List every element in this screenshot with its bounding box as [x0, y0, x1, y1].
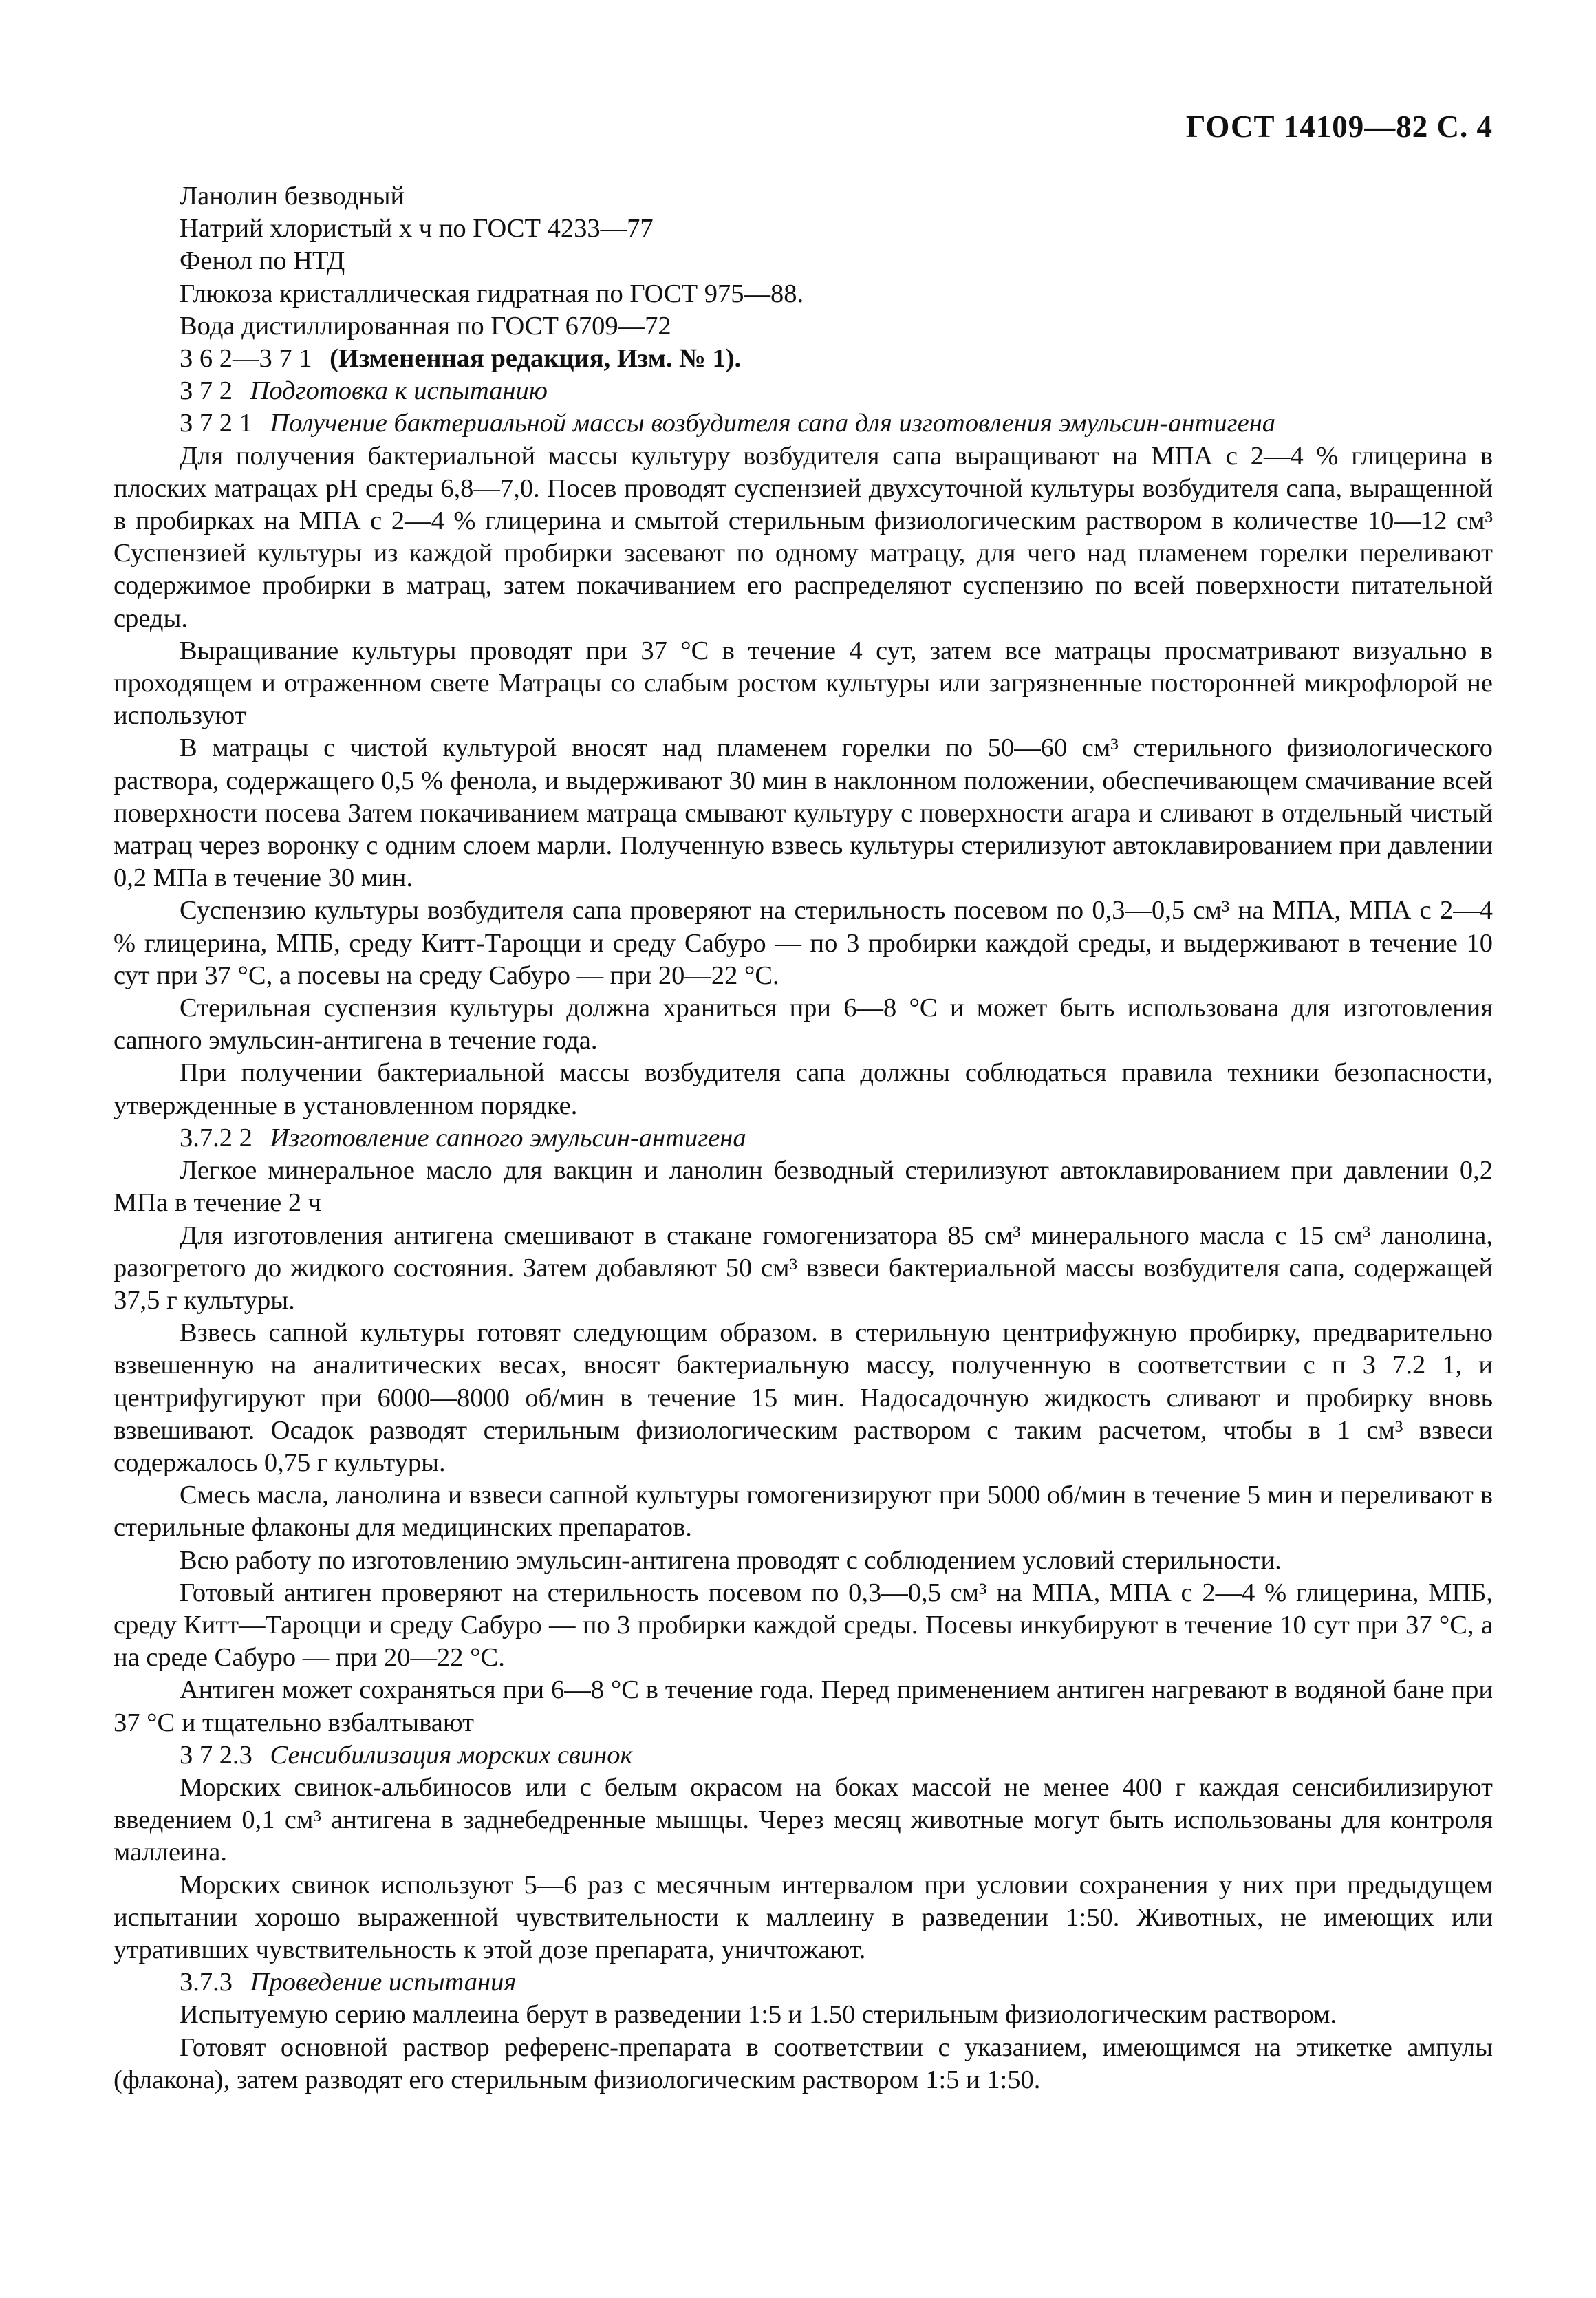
paragraph: Взвесь сапной культуры готовят следующим образом. в стерильную центрифужную пробирку, предварительно взвешенную на аналитических весах, вносят бактериальную массу, полученную в соответствии с п 3 7.2 1, и центрифугируют при 6000—8000 об/мин в течение 15 мин. Надосадочную жидкость сливают и пробирку вновь взвешивают. Осадок разводят стерильным физиологическим раствором с таким расчетом, чтобы в 1 см³ взвеси содержалось 0,75 г культуры.: [114, 1318, 1493, 1477]
section-number: 3.7.3: [180, 1968, 233, 1997]
material-item: Вода дистиллированная по ГОСТ 6709—72: [180, 311, 671, 341]
paragraph: Для получения бактериальной массы культуру возбудителя сапа выращивают на МПА с 2—4 % глицерина в плоских матрацах рН среды 6,8—7,0. Посев проводят суспензией двухсуточной культуры возбудителя сапа, выращенной в пробирках на МПА с 2—4 % глицерина и смытой стерильным физиологическим раствором в количестве 10—12 см³ Суспензией культуры из каждой пробирки засевают по одному матрацу, для чего над пламенем горелки переливают содержимое пробирки в матрац, затем покачиванием его распределяют суспензию по всей поверхности питательной среды.: [114, 441, 1493, 633]
edit-note-text: (Измененная редакция, Изм. № 1).: [330, 344, 742, 374]
section-heading-3-7-3: [114, 1966, 1493, 1999]
section-number: 3 7 2.3: [180, 1740, 252, 1770]
section-title: Подготовка к испытанию: [250, 376, 548, 406]
paragraph: Легкое минеральное масло для вакцин и ланолин безводный стерилизуют автоклавированием при давлении 0,2 МПа в течение 2 ч: [114, 1156, 1493, 1218]
document-body: [114, 180, 1493, 2096]
paragraph: Морских свинок-альбиносов или с белым окрасом на боках массой не менее 400 г каждая сенсибилизируют введением 0,1 см³ антигена в заднебедренные мышцы. Через месяц животные могут быть использованы для контроля маллеина.: [114, 1772, 1493, 1867]
paragraph: Готовый антиген проверяют на стерильность посевом по 0,3—0,5 см³ на МПА, МПА с 2—4 % глицерина, МПБ, среду Китт—Тароцци и среду Сабуро — по 3 пробирки каждой среды. Посевы инкубируют в течение 10 сут при 37 °С, а на среде Сабуро — при 20—22 °С.: [114, 1578, 1493, 1673]
section-heading-3-7-2: [114, 375, 1493, 407]
paragraph: Для изготовления антигена смешивают в стакане гомогенизатора 85 см³ минерального масла с 15 см³ ланолина, разогретого до жидкого состояния. Затем добавляют 50 см³ взвеси бактериальной массы возбудителя сапа, содержащей 37,5 г культуры.: [114, 1221, 1493, 1315]
section-number: 3.7.2 2: [180, 1123, 252, 1152]
section-title: Получение бактериальной массы возбудителя сапа для изготовления эмульсин-антигена: [270, 409, 1276, 438]
material-item: Глюкоза кристаллическая гидратная по ГОСТ 975—88.: [180, 279, 804, 308]
section-title: Проведение испытания: [250, 1968, 517, 1997]
section-heading-3-7-2-2: [114, 1122, 1493, 1155]
paragraph: Испытуемую серию маллеина берут в разведении 1:5 и 1.50 стерильным физиологическим раствором.: [180, 2000, 1337, 2030]
paragraph: При получении бактериальной массы возбудителя сапа должны соблюдаться правила техники безопасности, утвержденные в установленном порядке.: [114, 1058, 1493, 1120]
edit-note-number: 3 6 2—3 7 1: [180, 344, 312, 374]
paragraph: Готовят основной раствор референс-препарата в соответствии с указанием, имеющимся на этикетке ампулы (флакона), затем разводят его стерильным физиологическим раствором 1:5 и 1:50.: [114, 2032, 1493, 2094]
section-heading-3-7-2-1: [114, 407, 1493, 440]
section-title: Сенсибилизация морских свинок: [270, 1740, 633, 1770]
paragraph: Всю работу по изготовлению эмульсин-антигена проводят с соблюдением условий стерильности.: [180, 1545, 1282, 1575]
paragraph: Стерильная суспензия культуры должна храниться при 6—8 °С и может быть использована для изготовления сапного эмульсин-антигена в течение года.: [114, 994, 1493, 1055]
edit-note: [114, 343, 1493, 375]
paragraph: Выращивание культуры проводят при 37 °С в течение 4 сут, затем все матрацы просматривают визуально в проходящем и отраженном свете Матрацы со слабым ростом культуры или загрязненные посторонней микрофлорой не используют: [114, 636, 1493, 731]
paragraph: Суспензию культуры возбудителя сапа проверяют на стерильность посевом по 0,3—0,5 см³ на МПА, МПА с 2—4 % глицерина, МПБ, среду Китт-Тароцци и среду Сабуро — по 3 пробирки каждой среды, и выдерживают в течение 10 сут при 37 °С, а посевы на среду Сабуро — при 20—22 °С.: [114, 896, 1493, 990]
section-title: Изготовление сапного эмульсин-антигена: [270, 1123, 746, 1152]
material-item: Натрий хлористый х ч по ГОСТ 4233—77: [180, 214, 654, 244]
paragraph: Морских свинок используют 5—6 раз с месячным интервалом при условии сохранения у них при предыдущем испытании хорошо выраженной чувствительности к маллеину в разведении 1:50. Животных, не имеющих или утративших чувствительность к этой дозе препарата, уничтожают.: [114, 1870, 1493, 1964]
page-header: ГОСТ 14109—82 С. 4: [1185, 109, 1493, 144]
material-item: Фенол по НТД: [180, 246, 345, 276]
section-number: 3 7 2: [180, 376, 233, 406]
paragraph: Смесь масла, ланолина и взвеси сапной культуры гомогенизируют при 5000 об/мин в течение 5 мин и переливают в стерильные флаконы для медицинских препаратов.: [114, 1481, 1493, 1543]
material-item: Ланолин безводный: [180, 182, 405, 211]
paragraph: В матрацы с чистой культурой вносят над пламенем горелки по 50—60 см³ стерильного физиологического раствора, содержащего 0,5 % фенола, и выдерживают 30 мин в наклонном положении, обеспечивающем смачивание всей поверхности посева Затем покачиванием матраца смывают культуру с поверхности агара и сливают в отдельный чистый матрац через воронку с одним слоем марли. Полученную взвесь культуры стерилизуют автоклавированием при давлении 0,2 МПа в течение 30 мин.: [114, 733, 1493, 893]
section-number: 3 7 2 1: [180, 409, 252, 438]
section-heading-3-7-2-3: [114, 1739, 1493, 1772]
paragraph: Антиген может сохраняться при 6—8 °С в течение года. Перед применением антиген нагревают в водяной бане при 37 °С и тщательно взбалтывают: [114, 1675, 1493, 1737]
